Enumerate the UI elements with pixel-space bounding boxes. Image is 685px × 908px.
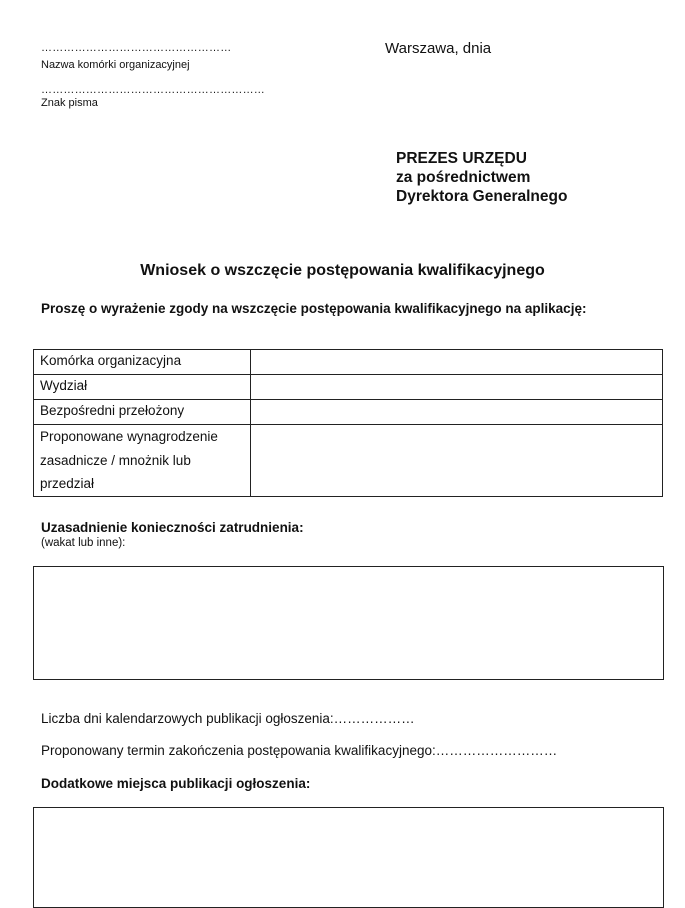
addressee-block [396,149,567,206]
table-label-cell [34,425,251,497]
request-intro: Proszę o wyrażenie zgody na wszczęcie postępowania kwalifikacyjnego na aplikację: [41,301,587,316]
organizational-unit-label: Nazwa komórki organizacyjnej [41,59,190,71]
place-and-date: Warszawa, dnia [385,40,492,57]
table-row [34,350,663,375]
addressee-line-3: Dyrektora Generalnego [396,188,568,205]
organizational-unit-dotted-field[interactable]: …………………………………………… [41,42,232,54]
position-details-table [33,349,663,497]
table-row [34,425,663,497]
document-title: Wniosek o wszczęcie postępowania kwalifikacyjnego [140,262,545,279]
org-unit-value-field[interactable] [251,350,663,375]
salary-label-line-3: przedział [40,476,95,491]
direct-supervisor-value-field[interactable] [251,400,663,425]
reference-number-label: Znak pisma [41,97,98,109]
proposed-end-date-line[interactable]: Proponowany termin zakończenia postępowania kwalifikacyjnego:……………………… [41,743,558,758]
addressee-line-2: za pośrednictwem [396,169,531,186]
table-label-cell [34,350,251,375]
direct-supervisor-label: Bezpośredni przełożony [40,403,185,418]
salary-label-line-2: zasadnicze / mnożnik lub [40,452,191,468]
publication-days-line[interactable]: Liczba dni kalendarzowych publikacji ogłoszenia:……………… [41,711,415,726]
org-unit-label: Komórka organizacyjna [40,353,182,368]
salary-value-field[interactable] [251,425,663,497]
salary-label-line-1: Proponowane wynagrodzenie [40,429,218,444]
department-value-field[interactable] [251,375,663,400]
table-row [34,375,663,400]
justification-hint: (wakat lub inne): [41,537,126,549]
table-label-cell [34,400,251,425]
extra-publication-places-heading: Dodatkowe miejsca publikacji ogłoszenia: [41,776,311,791]
addressee-line-1: PREZES URZĘDU [396,150,527,167]
justification-text-area[interactable] [33,566,664,680]
table-row [34,400,663,425]
justification-heading: Uzasadnienie konieczności zatrudnienia: [41,520,304,535]
extra-publication-places-text-area[interactable] [33,807,664,908]
reference-number-dotted-field[interactable]: …………………………………………………… [41,84,265,96]
table-label-cell [34,375,251,400]
department-label: Wydział [40,378,88,393]
